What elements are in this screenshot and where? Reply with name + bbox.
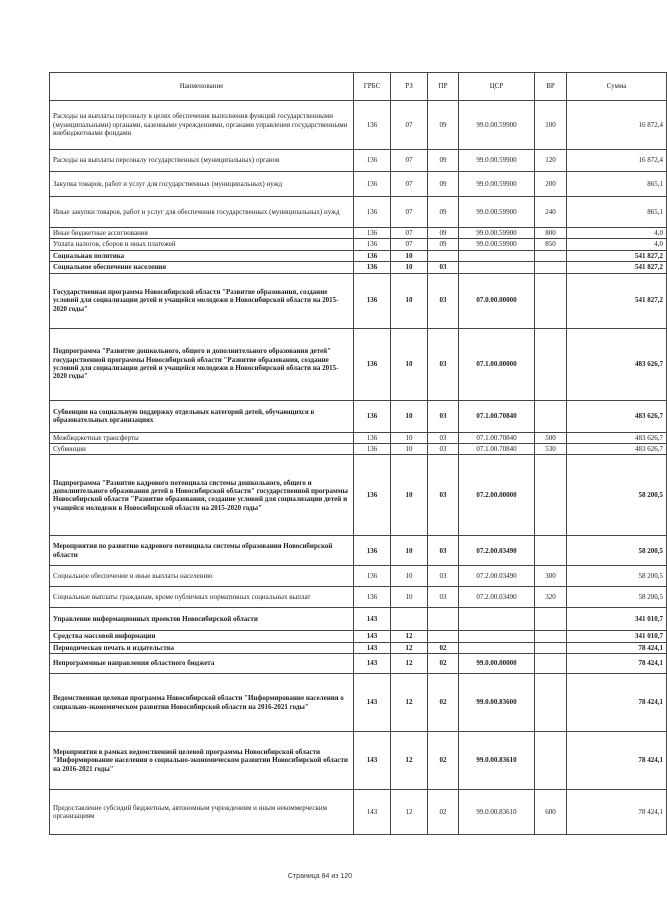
row-sum: 483 626,7 — [567, 328, 667, 400]
header-grbs: ГРБС — [354, 73, 391, 101]
row-vr: 100 — [535, 101, 567, 150]
row-name: Непрограммные направления областного бюджета — [50, 654, 354, 674]
row-vr — [535, 273, 567, 328]
row-rz: 12 — [391, 642, 428, 653]
row-name: Подпрограмма "Развитие дошкольного, общего и дополнительного образования детей" государственной программы Новосибирской области "Развитие образования, создание условий для социализации детей и учащейся молодежи в Новосибирской области на 2015-2020 годы" — [50, 328, 354, 400]
table-row — [50, 536, 667, 566]
row-csr: 07.1.00.70840 — [459, 400, 535, 432]
row-rz: 12 — [391, 631, 428, 642]
row-grbs: 136 — [354, 228, 391, 239]
row-grbs: 136 — [354, 197, 391, 228]
row-rz: 10 — [391, 566, 428, 587]
table-row — [50, 642, 667, 653]
row-name: Расходы на выплаты персоналу государственных (муниципальных) органов — [50, 150, 354, 172]
row-grbs: 136 — [354, 328, 391, 400]
row-vr — [535, 262, 567, 273]
row-csr: 07.0.00.00000 — [459, 273, 535, 328]
row-name: Закупка товаров, работ и услуг для государственных (муниципальных) нужд — [50, 172, 354, 197]
row-pr: 03 — [428, 566, 459, 587]
row-sum: 78 424,1 — [567, 642, 667, 653]
row-sum: 58 200,5 — [567, 536, 667, 566]
row-name: Иные бюджетные ассигнования — [50, 228, 354, 239]
row-name: Субвенции на социальную поддержку отдельных категорий детей, обучающихся в образовательных организациях — [50, 400, 354, 432]
row-name: Государственная программа Новосибирской области "Развитие образования, создание условий для социализации детей и учащейся молодежи в Новосибирской области на 2015-2020 годы" — [50, 273, 354, 328]
row-pr: 03 — [428, 400, 459, 432]
row-sum: 4,0 — [567, 239, 667, 250]
row-grbs: 143 — [354, 732, 391, 790]
row-vr: 200 — [535, 172, 567, 197]
row-vr: 300 — [535, 566, 567, 587]
header-sum: Сумма — [567, 73, 667, 101]
row-vr: 320 — [535, 587, 567, 608]
row-vr — [535, 654, 567, 674]
table-row — [50, 790, 667, 835]
row-grbs: 136 — [354, 443, 391, 454]
header-pr: ПР — [428, 73, 459, 101]
row-rz: 12 — [391, 654, 428, 674]
row-csr: 99.0.00.83600 — [459, 674, 535, 732]
row-grbs: 136 — [354, 101, 391, 150]
row-sum: 58 200,5 — [567, 566, 667, 587]
table-row — [50, 239, 667, 250]
row-name: Социальная политика — [50, 250, 354, 261]
row-name: Уплата налогов, сборов и иных платежей — [50, 239, 354, 250]
row-pr: 09 — [428, 150, 459, 172]
row-grbs: 143 — [354, 790, 391, 835]
row-pr: 03 — [428, 455, 459, 536]
row-name: Предоставление субсидий бюджетным, автономным учреждениям и иным некоммерческим организациям — [50, 790, 354, 835]
row-vr: 120 — [535, 150, 567, 172]
row-grbs: 136 — [354, 262, 391, 273]
row-pr — [428, 250, 459, 261]
row-csr — [459, 631, 535, 642]
row-pr: 02 — [428, 654, 459, 674]
row-rz: 07 — [391, 228, 428, 239]
row-csr: 07.2.00.03490 — [459, 536, 535, 566]
row-name: Социальное обеспечение и иные выплаты населению — [50, 566, 354, 587]
row-name: Иные закупки товаров, работ и услуг для обеспечения государственных (муниципальных) нужд — [50, 197, 354, 228]
table-row — [50, 432, 667, 443]
row-grbs: 136 — [354, 432, 391, 443]
row-sum: 483 626,7 — [567, 432, 667, 443]
row-rz: 10 — [391, 432, 428, 443]
row-csr: 99.0.00.59900 — [459, 172, 535, 197]
row-name: Периодическая печать и издательства — [50, 642, 354, 653]
row-sum: 58 200,5 — [567, 455, 667, 536]
row-sum: 865,1 — [567, 172, 667, 197]
row-rz: 10 — [391, 262, 428, 273]
row-csr — [459, 250, 535, 261]
row-sum: 78 424,1 — [567, 732, 667, 790]
row-name: Расходы на выплаты персоналу в целях обеспечения выполнения функций государственными (муниципальными) органами, казенными учреждениями, органами управления государственными внебюджетными фондами — [50, 101, 354, 150]
row-rz: 07 — [391, 172, 428, 197]
table-row — [50, 654, 667, 674]
row-sum: 483 626,7 — [567, 443, 667, 454]
table-row — [50, 250, 667, 261]
table-row — [50, 587, 667, 608]
row-name: Управление информационных проектов Новосибирской области — [50, 608, 354, 631]
row-csr — [459, 262, 535, 273]
row-vr: 800 — [535, 228, 567, 239]
row-grbs: 136 — [354, 536, 391, 566]
row-pr: 09 — [428, 172, 459, 197]
row-csr: 99.0.00.59900 — [459, 197, 535, 228]
row-rz: 07 — [391, 150, 428, 172]
row-pr: 03 — [428, 262, 459, 273]
row-rz: 10 — [391, 455, 428, 536]
row-pr: 02 — [428, 642, 459, 653]
row-csr — [459, 642, 535, 653]
row-sum: 341 010,7 — [567, 631, 667, 642]
row-grbs: 136 — [354, 566, 391, 587]
table-row — [50, 732, 667, 790]
row-rz: 10 — [391, 587, 428, 608]
row-grbs: 136 — [354, 172, 391, 197]
row-grbs: 136 — [354, 150, 391, 172]
row-csr: 07.1.00.70840 — [459, 443, 535, 454]
row-pr — [428, 631, 459, 642]
row-pr: 09 — [428, 239, 459, 250]
row-rz: 10 — [391, 400, 428, 432]
row-sum: 78 424,1 — [567, 654, 667, 674]
row-grbs: 136 — [354, 400, 391, 432]
row-grbs: 143 — [354, 654, 391, 674]
row-rz: 07 — [391, 101, 428, 150]
row-vr: 240 — [535, 197, 567, 228]
row-vr — [535, 536, 567, 566]
row-pr: 03 — [428, 536, 459, 566]
row-vr: 600 — [535, 790, 567, 835]
row-vr: 850 — [535, 239, 567, 250]
row-sum: 341 010,7 — [567, 608, 667, 631]
row-pr: 09 — [428, 101, 459, 150]
row-rz: 07 — [391, 239, 428, 250]
table-row — [50, 262, 667, 273]
row-vr: 530 — [535, 443, 567, 454]
row-sum: 78 424,1 — [567, 674, 667, 732]
row-sum: 541 827,2 — [567, 273, 667, 328]
page-number: Страница 84 из 120 — [287, 873, 353, 880]
row-csr: 99.0.00.59900 — [459, 101, 535, 150]
row-csr: 07.2.00.00000 — [459, 455, 535, 536]
table-row — [50, 566, 667, 587]
row-sum: 58 200,5 — [567, 587, 667, 608]
row-csr: 07.1.00.70840 — [459, 432, 535, 443]
header-name: Наименование — [50, 73, 354, 101]
row-csr: 07.2.00.03490 — [459, 566, 535, 587]
row-pr: 09 — [428, 197, 459, 228]
row-vr — [535, 642, 567, 653]
row-rz: 12 — [391, 732, 428, 790]
row-rz: 12 — [391, 790, 428, 835]
row-rz: 12 — [391, 674, 428, 732]
row-csr: 99.0.00.83610 — [459, 732, 535, 790]
row-rz: 10 — [391, 273, 428, 328]
table-row — [50, 674, 667, 732]
row-vr — [535, 674, 567, 732]
row-pr: 03 — [428, 443, 459, 454]
row-pr: 02 — [428, 790, 459, 835]
row-vr — [535, 608, 567, 631]
table-row — [50, 273, 667, 328]
row-grbs: 136 — [354, 587, 391, 608]
row-name: Социальные выплаты гражданам, кроме публичных нормативных социальных выплат — [50, 587, 354, 608]
header-rz: РЗ — [391, 73, 428, 101]
row-sum: 78 424,1 — [567, 790, 667, 835]
row-vr — [535, 455, 567, 536]
table-row — [50, 150, 667, 172]
row-rz: 07 — [391, 197, 428, 228]
row-vr: 500 — [535, 432, 567, 443]
row-csr: 07.2.00.03490 — [459, 587, 535, 608]
row-vr — [535, 732, 567, 790]
header-vr: ВР — [535, 73, 567, 101]
row-grbs: 143 — [354, 642, 391, 653]
row-csr: 99.0.00.59900 — [459, 239, 535, 250]
table-row — [50, 400, 667, 432]
row-grbs: 143 — [354, 631, 391, 642]
row-grbs: 136 — [354, 239, 391, 250]
row-name: Средства массовой информации — [50, 631, 354, 642]
row-name: Мероприятия в рамках ведомственной целевой программы Новосибирской области "Информирование населения о социально-экономическом развитии Новосибирской области на 2016-2021 годы" — [50, 732, 354, 790]
row-name: Социальное обеспечение населения — [50, 262, 354, 273]
table-row — [50, 328, 667, 400]
table-row — [50, 631, 667, 642]
row-csr: 99.0.00.59900 — [459, 150, 535, 172]
row-sum: 541 827,2 — [567, 250, 667, 261]
row-rz: 10 — [391, 250, 428, 261]
row-rz — [391, 608, 428, 631]
row-pr: 03 — [428, 273, 459, 328]
row-vr — [535, 631, 567, 642]
table-row — [50, 455, 667, 536]
row-vr — [535, 250, 567, 261]
row-csr: 99.0.00.59900 — [459, 228, 535, 239]
row-sum: 4,0 — [567, 228, 667, 239]
table-row — [50, 228, 667, 239]
row-pr: 02 — [428, 674, 459, 732]
table-header-row — [50, 73, 667, 101]
table-row — [50, 172, 667, 197]
row-name: Мероприятия по развитию кадрового потенциала системы образования Новосибирской области — [50, 536, 354, 566]
row-pr — [428, 608, 459, 631]
row-rz: 10 — [391, 443, 428, 454]
row-name: Субвенции — [50, 443, 354, 454]
row-csr — [459, 608, 535, 631]
budget-table — [49, 72, 667, 835]
table-row — [50, 608, 667, 631]
row-sum: 16 872,4 — [567, 150, 667, 172]
row-name: Подпрограмма "Развитие кадрового потенциала системы дошкольного, общего и дополнительного образования детей в Новосибирской области" государственной программы Новосибирской области "Развитие образования, создание условий для социализации детей и учащейся молодежи в Новосибирской области на 2015-2020 годы" — [50, 455, 354, 536]
row-csr: 07.1.00.00000 — [459, 328, 535, 400]
row-pr: 02 — [428, 732, 459, 790]
row-csr: 99.0.00.00000 — [459, 654, 535, 674]
header-csr: ЦСР — [459, 73, 535, 101]
row-grbs: 136 — [354, 455, 391, 536]
row-grbs: 143 — [354, 608, 391, 631]
row-pr: 03 — [428, 432, 459, 443]
row-name: Ведомственная целевая программа Новосибирской области "Информирование населения о социально-экономическом развитии Новосибирской области на 2016-2021 годы" — [50, 674, 354, 732]
row-pr: 03 — [428, 587, 459, 608]
row-vr — [535, 328, 567, 400]
table-row — [50, 443, 667, 454]
row-csr: 99.0.00.83610 — [459, 790, 535, 835]
row-sum: 865,1 — [567, 197, 667, 228]
row-name: Межбюджетные трансферты — [50, 432, 354, 443]
row-rz: 10 — [391, 328, 428, 400]
row-grbs: 143 — [354, 674, 391, 732]
row-grbs: 136 — [354, 250, 391, 261]
row-rz: 10 — [391, 536, 428, 566]
row-sum: 483 626,7 — [567, 400, 667, 432]
row-pr: 09 — [428, 228, 459, 239]
table-row — [50, 101, 667, 150]
row-sum: 16 872,4 — [567, 101, 667, 150]
row-vr — [535, 400, 567, 432]
table-row — [50, 197, 667, 228]
row-sum: 541 827,2 — [567, 262, 667, 273]
row-pr: 03 — [428, 328, 459, 400]
row-grbs: 136 — [354, 273, 391, 328]
